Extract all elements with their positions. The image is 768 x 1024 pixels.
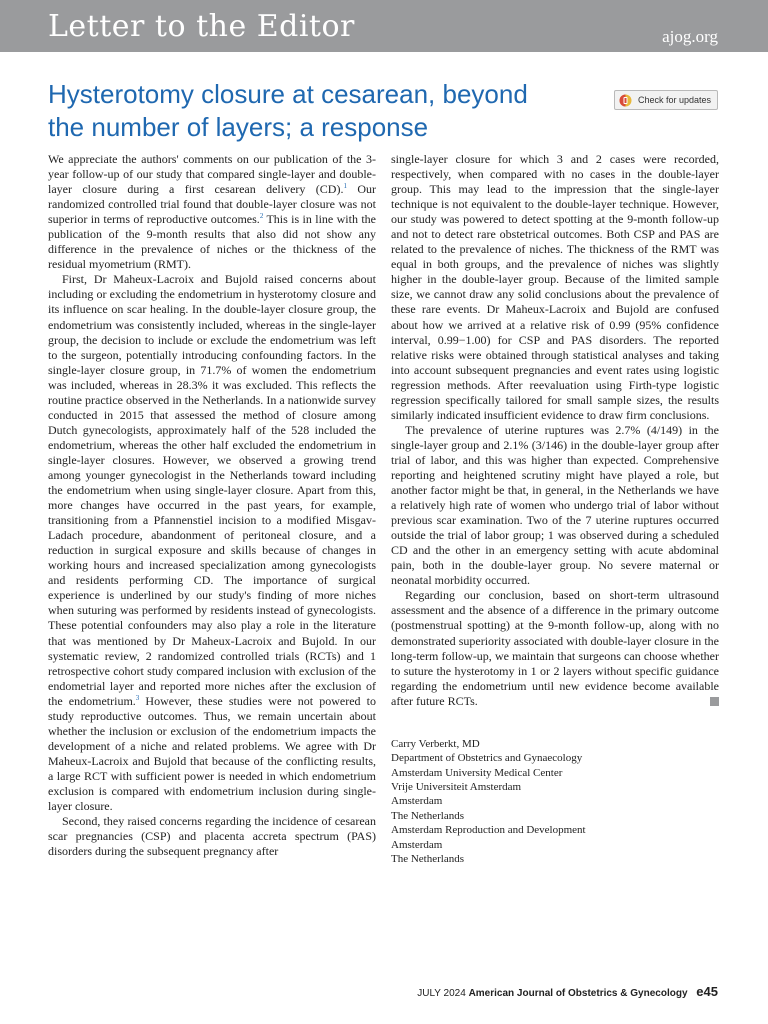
affiliation-line: Amsterdam [391, 795, 443, 808]
journal-site-link[interactable]: ajog.org [662, 27, 718, 46]
citation-2[interactable]: 2 [259, 212, 264, 221]
paragraph-relative-risk: single-layer closure for which 3 and 2 cases were recorded, respectively, when compared with no cases in the double-layer group. This may lead to the impression that the single-layer technique is not equivalent to the double-layer technique. However, our study was powered to detect spotting at the 9-month follow-up and not to detect rare obstetrical outcomes. Both CSP and PAS are related to the prevalence of niches. The thickness of the RMT was equal in both groups, and the prevalence of niches was slightly higher in the double-layer group. Because of the limited sample size, we cannot draw any solid conclusions about the prevalence of these rare events. Dr Maheux-Lacroix and Bujold are confused about how we arrived at a relative risk of 0.99 (95% confidence interval, 0.99−1.00) for CSP and PAS disorders. The reported relative risks were obtained through statistical analyses and taking into account subsequent pregnancies and event rates using logistic regression methods. After reevaluation using Firth-type logistic regression specifically tailored for small sample sizes, the results similarly indicated insufficient evidence to draw firm conclusions. [391, 152, 719, 422]
check-for-updates-button[interactable] [614, 90, 718, 110]
paragraph-csp-pas: Second, they raised concerns regarding the incidence of cesarean scar pregnancies (CSP) and placenta accreta spectrum (PAS) disorders during the subsequent pregnancy after [48, 814, 376, 859]
section-banner [0, 0, 768, 52]
citation-3[interactable]: 3 [135, 693, 140, 702]
journal-name: American Journal of Obstetrics & Gynecology [468, 988, 688, 999]
affiliation-line: Department of Obstetrics and Gynaecology [391, 752, 583, 765]
author-signature [391, 737, 719, 867]
affiliation-line: Vrije Universiteit Amsterdam [391, 780, 522, 793]
page-footer [417, 984, 718, 999]
affiliation-line: Amsterdam University Medical Center [391, 766, 563, 779]
section-label: Letter to the Editor [48, 9, 355, 44]
check-for-updates-label: Check for updates [638, 95, 712, 105]
issue-date: JULY 2024 [417, 988, 466, 999]
affiliation-line: Amsterdam [391, 838, 443, 851]
paragraph-endometrium: First, Dr Maheux-Lacroix and Bujold raised concerns about including or excluding the endometrium in hysterotomy closure and its influence on scar healing. In the double-layer closure group, the endometrium was consistently included, whereas in the single-layer group, the decision to include or exclude the endometrium was left to the surgeon, potentially introducing confounding factors. In the single-layer closure group, in 71.7% of women the endometrium was included, whereas in 28.3% it was excluded. This reflects the routine practice observed in the Netherlands. In a nationwide survey conducted in 2015 that assessed the method of closure among Dutch gynecologists, approximately half of the 528 included the endometrium, whereas the other half excluded the endometrium in single-layer closures. However, we observed a growing trend among younger gynecologist in the Netherlands toward including the endometrium when using single-layer closure. Apart from this, more changes have occurred in the past years, for example, transitioning from a Pfannenstiel incision to a modified Misgav-Ladach procedure, abandonment of peritoneal closure, and a reduction in surgical exposure and skills because of changes in working hours and increased specialization among gynecologists and residents performing CD. The importance of surgical experience is underlined by our study's finding of more niches when suturing was performed by residents instead of gynecologists. These potential confounders may also play a role in the literature that was mentioned by Dr Maheux-Lacroix and Bujold. In our systematic review, 2 randomized controlled trials (RCTs) and 1 retrospective cohort study compared inclusion with exclusion of the endometrial layer and reported more niches after the exclusion of the endometrium.$^3$ However, these studies were not powered to study reproductive outcomes. Thus, we remain uncertain about whether the inclusion or exclusion of the endometrium impacts the development of a niche and related problems. We agree with Dr Maheux-Lacroix and Bujold that because of the conflicting results, a large RCT with sufficient power is needed in which endometrium exclusion is compared with endometrium inclusion during single-layer closure. [48, 272, 376, 814]
right-column [391, 152, 719, 866]
citation-1[interactable]: 1 [343, 182, 347, 191]
affiliation-line: Amsterdam Reproduction and Development [391, 824, 586, 837]
paragraph-conclusion: Regarding our conclusion, based on short-term ultrasound assessment and the absence of a difference in the primary outcome (postmenstrual spotting) at the 9-month follow-up, along with no demonstrated superiority associated with double-layer closure in the long-term follow-up, we maintain that surgeons can choose whether to suture the hysterotomy in 1 or 2 layers without specific guidance regarding the endometrium until new evidence become available after future RCTs. [391, 588, 719, 708]
paragraph-uterine-rupture: The prevalence of uterine ruptures was 2.7% (4/149) in the single-layer group and 2.1% (3/146) in the double-layer group after trial of labor, and this was higher than expected. Comprehensive reporting and heightened scrutiny might have played a role, but another factor might be that, in general, in the Netherlands we have a relatively high rate of women who undergo trial of labor without previous scar examination. Two of the 7 uterine ruptures occurred outside the trial of labor group; 1 was observed during a scheduled CD and the other in an emergency setting with acute abdominal pain, both in the double-layer group. No severe maternal or neonatal morbidity occurred. [391, 422, 719, 588]
page-number: e45 [696, 984, 718, 999]
crossmark-icon [619, 94, 632, 107]
end-of-article-icon [710, 697, 719, 706]
author-name: Carry Verberkt, MD [391, 737, 480, 750]
paragraph-intro: We appreciate the authors' comments on our publication of the 3-year follow-up of our study that compared single-layer and double-layer closure during a first cesarean delivery (CD).$^1$ Our randomized controlled trial found that double-layer closure was not superior in terms of reproductive outcomes.$^2$ This is in line with the publication of the 9-month results that also did not show any difference in the prevalence of niches or the thickness of the residual myometrium (RMT). [48, 152, 376, 272]
affiliation-line: The Netherlands [391, 809, 464, 822]
article-title: Hysterotomy closure at cesarean, beyond the number of layers; a response [48, 79, 528, 142]
affiliation-line: The Netherlands [391, 852, 464, 865]
left-column [48, 152, 376, 859]
